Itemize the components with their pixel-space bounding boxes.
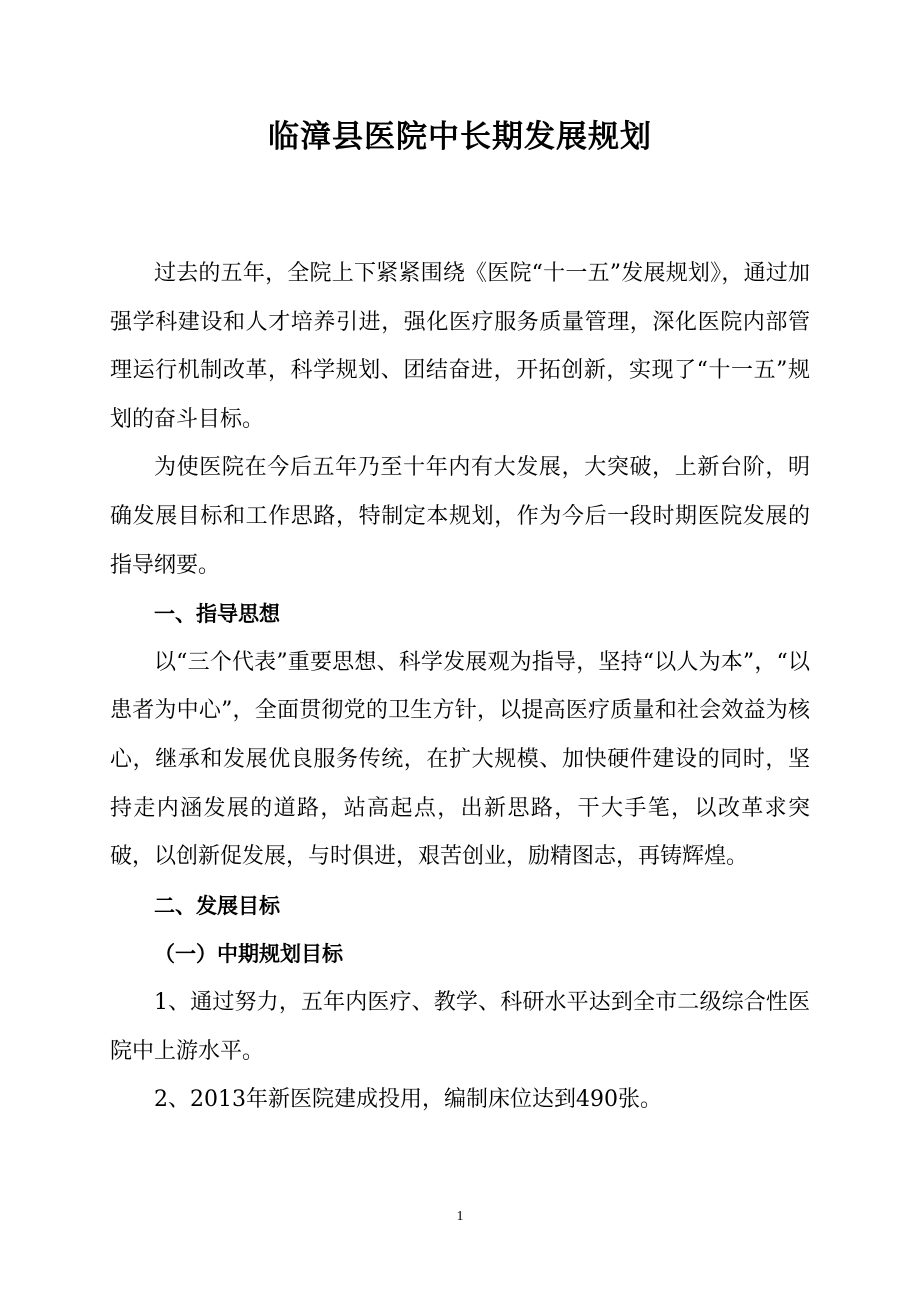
intro-paragraph-1: 过去的五年，全院上下紧紧围绕《医院“十一五”发展规划》，通过加强学科建设和人才培养引进，强化医疗服务质量管理，深化医院内部管理运行机制改革，科学规划、团结奋进，开拓创新，实现了“十一五”规划的奋斗目标。	[110, 261, 810, 432]
goal-item-2: 2、2013年新医院建成投用，编制床位达到490张。	[154, 1087, 662, 1113]
document-title: 临漳县医院中长期发展规划	[268, 119, 652, 155]
guiding-ideology-paragraph: 以“三个代表”重要思想、科学发展观为指导，坚持“以人为本”，“以患者为中心”，全面贯彻党的卫生方针，以提高医疗质量和社会效益为核心，继承和发展优良服务传统，在扩大规模、加快硬件建设的同时，坚持走内涵发展的道路，站高起点，出新思路，干大手笔，以改革求突破，以创新促发展，与时俱进，艰苦创业，励精图志，再铸辉煌。	[110, 649, 810, 870]
intro-paragraph-2: 为使医院在今后五年乃至十年内有大发展，大突破，上新台阶，明确发展目标和工作思路，特制定本规划，作为今后一段时期医院发展的指导纲要。	[110, 455, 810, 578]
document-body	[110, 250, 810, 1125]
subsection-heading-mid-term-goals: （一）中期规划目标	[154, 942, 343, 967]
section-heading-development-goals: 二、发展目标	[154, 893, 280, 918]
section-heading-guiding-ideology: 一、指导思想	[154, 602, 280, 627]
page-number: 1	[456, 1209, 464, 1224]
goal-item-1: 1、通过努力，五年内医疗、教学、科研水平达到全市二级综合性医院中上游水平。	[110, 989, 810, 1064]
